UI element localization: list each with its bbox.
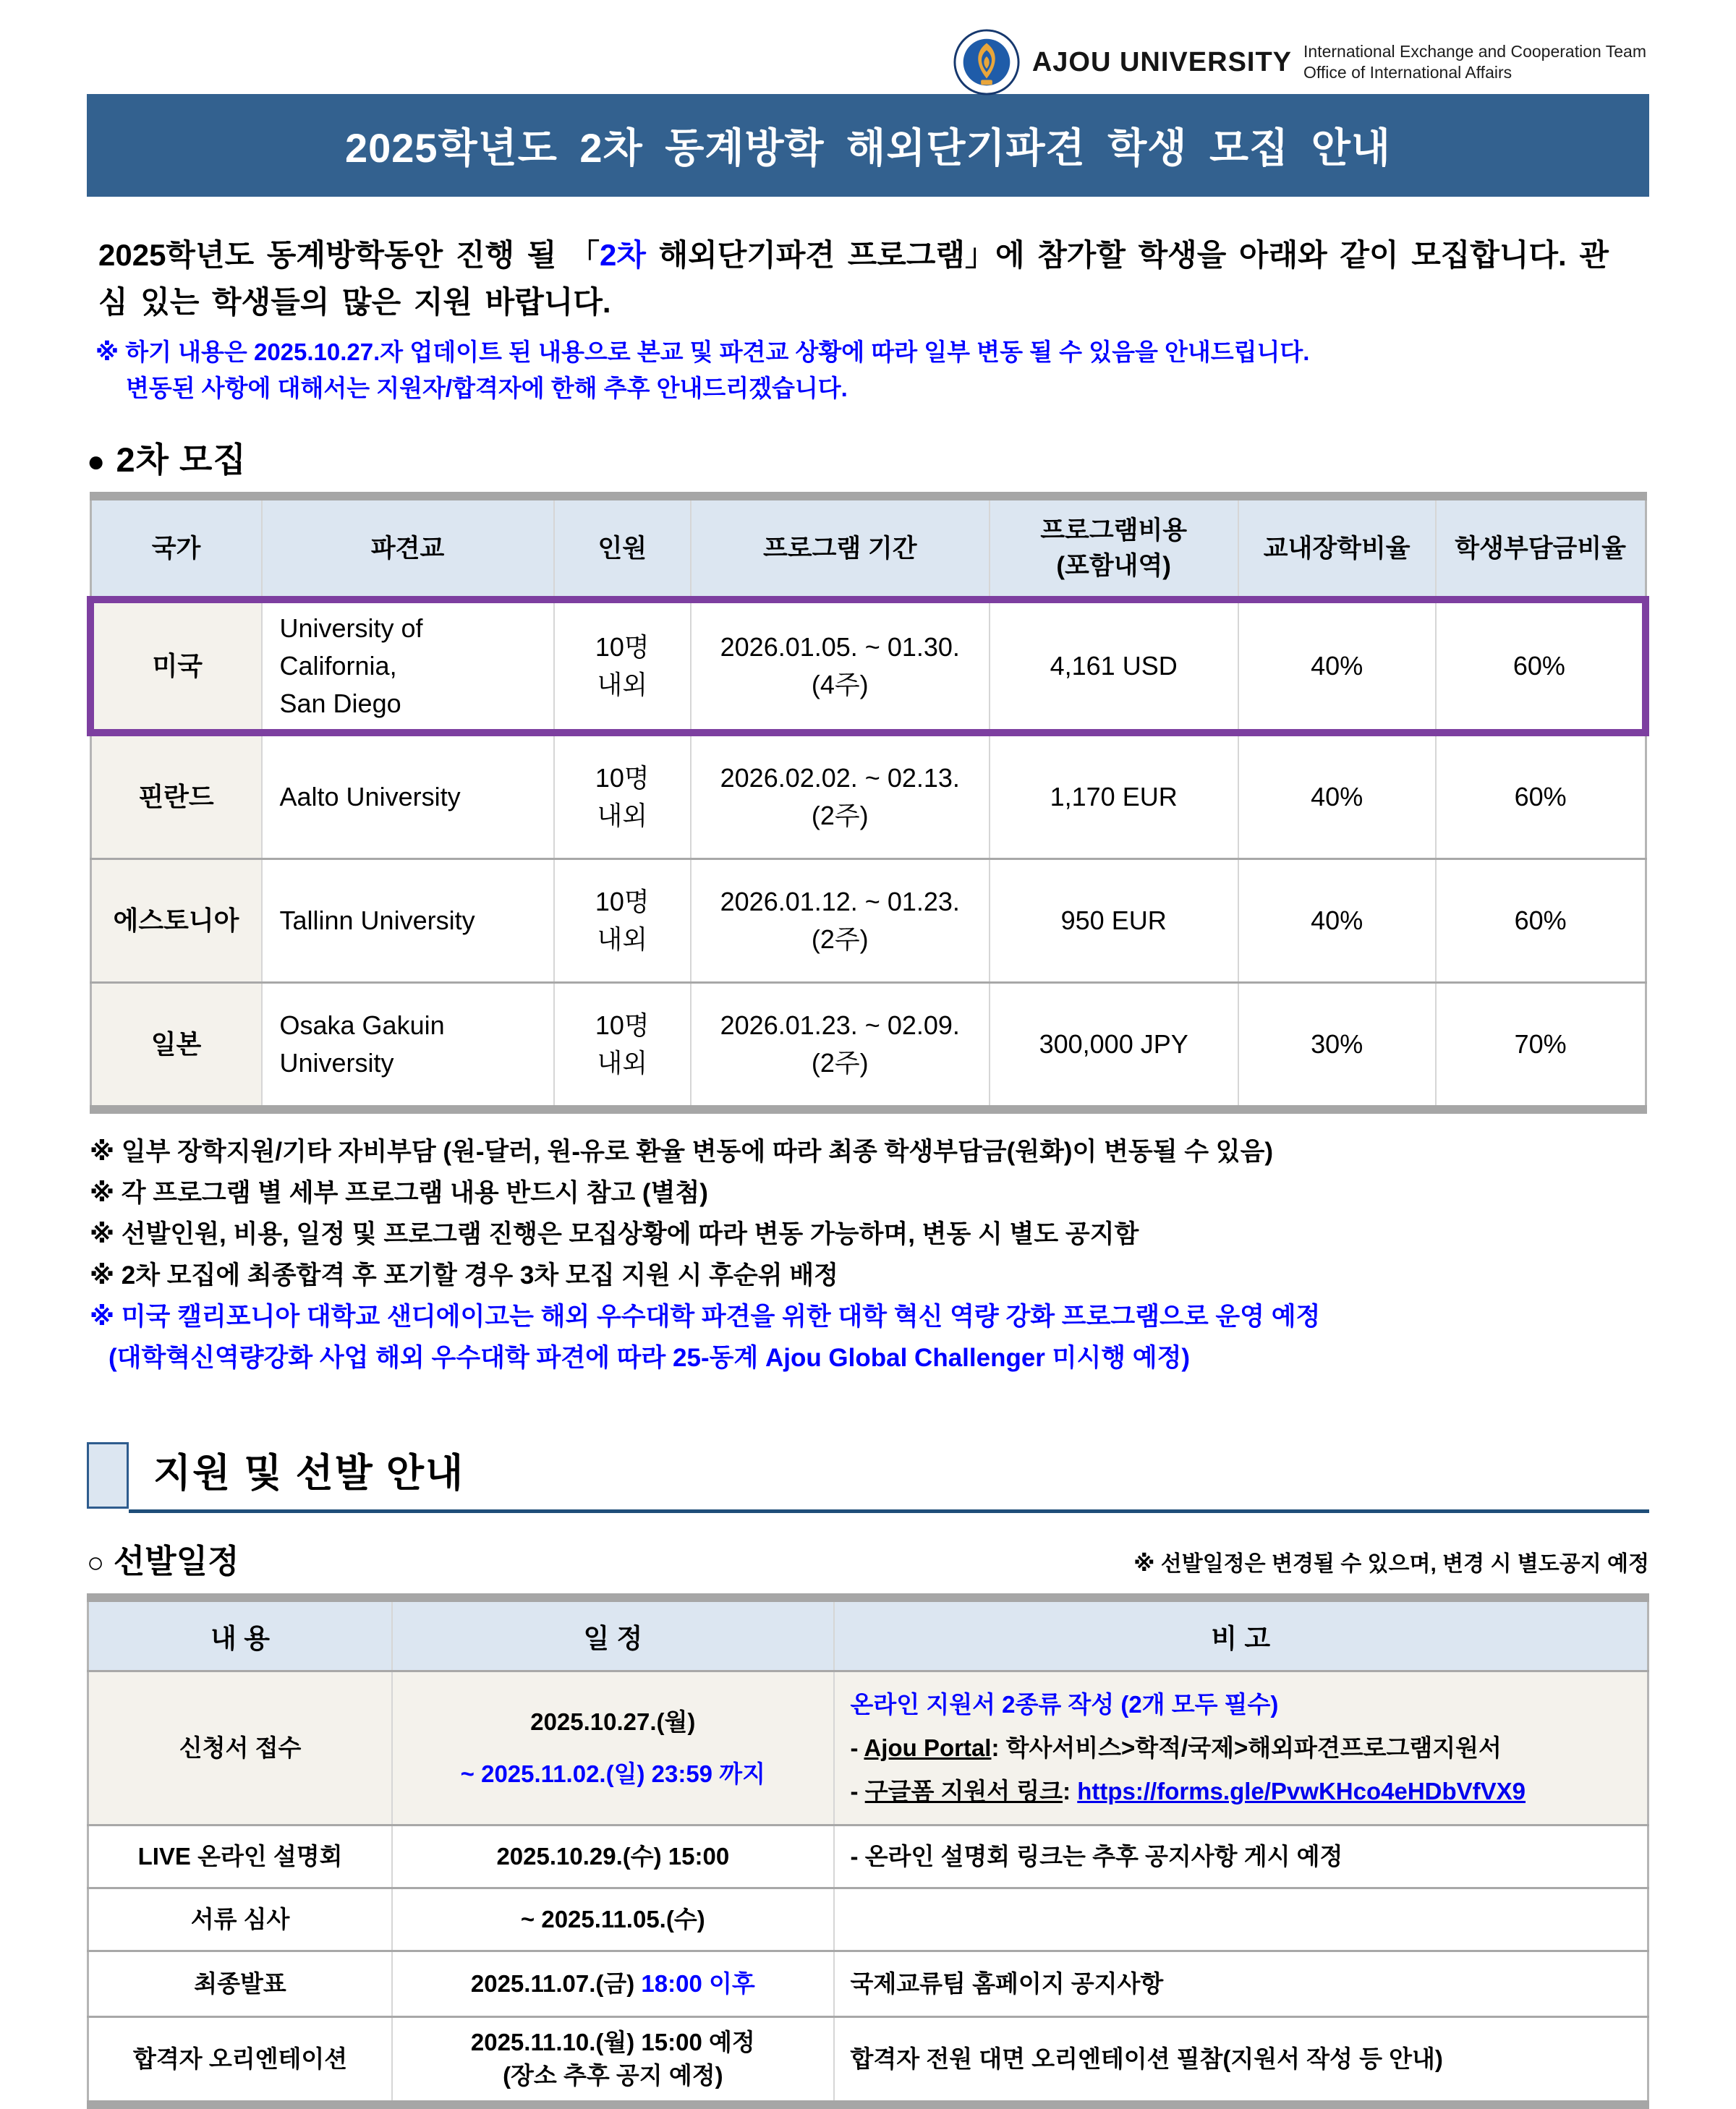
cell-period: 2026.01.12. ~ 01.23. (2주) bbox=[691, 859, 990, 983]
cell-remarks bbox=[834, 1671, 1648, 1825]
update-notice-line-2: 변동된 사항에 대해서는 지원자/합격자에 한해 추후 안내드리겠습니다. bbox=[126, 374, 848, 401]
cell-content: 최종발표 bbox=[88, 1951, 393, 2017]
cell-scholarship-rate: 30% bbox=[1238, 983, 1436, 1110]
cell-country: 미국 bbox=[90, 600, 262, 733]
table-row-estonia-tallinn bbox=[90, 859, 1646, 983]
cell-content: 합격자 오리엔테이션 bbox=[88, 2017, 393, 2105]
table-row-finland-aalto bbox=[90, 733, 1646, 859]
recruit-table bbox=[87, 492, 1649, 1114]
cell-schedule: 2025.11.07.(금) 18:00 이후 bbox=[392, 1951, 833, 2017]
cell-student-rate: 70% bbox=[1436, 983, 1646, 1110]
note-line-blue: ※ 미국 캘리포니아 대학교 샌디에이고는 해외 우수대학 파견을 위한 대학 혁신 역량 강화 프로그램으로 운영 예정 bbox=[90, 1303, 1321, 1332]
remarks-google-form: - 구글폼 지원서 링크: https://forms.gle/PvwKHco4eHDbVfVX9 bbox=[850, 1778, 1526, 1805]
note-line: ※ 2차 모집에 최종합격 후 포기할 경우 3차 모집 지원 시 후순위 배정 bbox=[90, 1261, 838, 1290]
intro-paragraph bbox=[87, 231, 1649, 325]
cell-quota: 10명 내외 bbox=[554, 983, 691, 1110]
schedule-row-live-session bbox=[88, 1825, 1648, 1888]
cell-country: 핀란드 bbox=[90, 733, 262, 859]
section-title: 지원 및 선발 안내 bbox=[129, 1442, 1649, 1513]
filled-circle-bullet-icon: ● bbox=[87, 444, 106, 479]
note-line-blue: (대학혁신역량강화 사업 해외 우수대학 파견에 따라 25-동계 Ajou Global Challenger 미시행 예정) bbox=[109, 1344, 1191, 1373]
cell-remarks bbox=[834, 1888, 1648, 1951]
cell-remarks: - 온라인 설명회 링크는 추후 공지사항 게시 예정 bbox=[834, 1825, 1648, 1888]
ajou-university-seal-icon bbox=[953, 28, 1021, 96]
cell-cost: 4,161 USD bbox=[990, 600, 1238, 733]
cell-period: 2026.01.23. ~ 02.09. (2주) bbox=[691, 983, 990, 1110]
schedule-row-application bbox=[88, 1671, 1648, 1825]
update-notice bbox=[87, 334, 1649, 406]
recruit-table-header-row bbox=[90, 496, 1646, 600]
col-country: 국가 bbox=[90, 496, 262, 600]
table-row-japan-osaka-gakuin bbox=[90, 983, 1646, 1110]
col-scholarship-rate: 교내장학비율 bbox=[1238, 496, 1436, 600]
update-notice-line-1: ※ 하기 내용은 2025.10.27.자 업데이트 된 내용으로 본교 및 파견교 상황에 따라 일부 변동 될 수 있음을 안내드립니다. bbox=[95, 338, 1310, 366]
table-row-usa-ucsd bbox=[90, 600, 1646, 733]
schedule-row-document-review bbox=[88, 1888, 1648, 1951]
col-student-rate: 학생부담금비율 bbox=[1436, 496, 1646, 600]
cell-student-rate: 60% bbox=[1436, 600, 1646, 733]
table-notes bbox=[87, 1134, 1649, 1376]
section-marker-square-icon bbox=[87, 1442, 129, 1509]
cell-cost: 1,170 EUR bbox=[990, 733, 1238, 859]
col-quota: 인원 bbox=[554, 496, 691, 600]
cell-cost: 300,000 JPY bbox=[990, 983, 1238, 1110]
cell-student-rate: 60% bbox=[1436, 859, 1646, 983]
cell-scholarship-rate: 40% bbox=[1238, 859, 1436, 983]
team-line-2: Office of International Affairs bbox=[1303, 63, 1512, 82]
team-line-1: International Exchange and Cooperation Team bbox=[1303, 41, 1646, 61]
cell-schedule: ~ 2025.11.05.(수) bbox=[392, 1888, 833, 1951]
cell-university: Aalto University bbox=[262, 733, 554, 859]
cell-quota: 10명 내외 bbox=[554, 600, 691, 733]
recruit-heading bbox=[87, 433, 1649, 482]
selection-schedule-label: 선발일정 bbox=[113, 1543, 239, 1580]
letterhead bbox=[87, 27, 1646, 97]
note-line: ※ 일부 장학지원/기타 자비부담 (원-달러, 원-유로 환율 변동에 따라 최종 학생부담금(원화)이 변동될 수 있음) bbox=[90, 1138, 1274, 1167]
cell-university: University of California, San Diego bbox=[262, 600, 554, 733]
schedule-table-header-row bbox=[88, 1598, 1648, 1671]
cell-quota: 10명 내외 bbox=[554, 859, 691, 983]
col-university: 파견교 bbox=[262, 496, 554, 600]
cell-content: LIVE 온라인 설명회 bbox=[88, 1825, 393, 1888]
col-schedule: 일 정 bbox=[392, 1598, 833, 1671]
google-form-link[interactable]: https://forms.gle/PvwKHco4eHDbVfVX9 bbox=[1077, 1778, 1526, 1805]
schedule-row-orientation bbox=[88, 2017, 1648, 2105]
cell-remarks: 합격자 전원 대면 오리엔테이션 필참(지원서 작성 등 안내) bbox=[834, 2017, 1648, 2105]
note-line: ※ 각 프로그램 별 세부 프로그램 내용 반드시 참고 (별첨) bbox=[90, 1179, 708, 1208]
cell-schedule: 2025.10.29.(수) 15:00 bbox=[392, 1825, 833, 1888]
page-title: 2025학년도 2차 동계방학 해외단기파견 학생 모집 안내 bbox=[345, 125, 1391, 171]
cell-scholarship-rate: 40% bbox=[1238, 600, 1436, 733]
cell-cost: 950 EUR bbox=[990, 859, 1238, 983]
intro-text-pre: 2025학년도 동계방학동안 진행 될 「 bbox=[98, 238, 600, 272]
selection-schedule-heading bbox=[87, 1535, 239, 1582]
section-apply bbox=[87, 1442, 1649, 1513]
cell-quota: 10명 내외 bbox=[554, 733, 691, 859]
title-banner bbox=[87, 94, 1649, 197]
cell-schedule: 2025.11.10.(월) 15:00 예정 (장소 추후 공지 예정) bbox=[392, 2017, 833, 2105]
schedule-table bbox=[87, 1593, 1649, 2109]
schedule-row-final-announcement bbox=[88, 1951, 1648, 2017]
university-name: AJOU UNIVERSITY bbox=[1031, 46, 1293, 77]
department-name bbox=[1303, 41, 1646, 84]
col-content: 내 용 bbox=[88, 1598, 393, 1671]
cell-period: 2026.01.05. ~ 01.30. (4주) bbox=[691, 600, 990, 733]
cell-university: Osaka Gakuin University bbox=[262, 983, 554, 1110]
recruit-heading-label: 2차 모집 bbox=[116, 440, 247, 480]
cell-schedule: 2025.10.27.(월) ~ 2025.11.02.(일) 23:59 까지 bbox=[392, 1671, 833, 1825]
cell-country: 일본 bbox=[90, 983, 262, 1110]
remarks-ajou-portal: - Ajou Portal: 학사서비스>학적/국제>해외파견프로그램지원서 bbox=[850, 1734, 1502, 1762]
selection-schedule-heading-row bbox=[87, 1535, 1649, 1582]
cell-period: 2026.02.02. ~ 02.13. (2주) bbox=[691, 733, 990, 859]
col-cost: 프로그램비용 (포함내역) bbox=[990, 496, 1238, 600]
selection-schedule-note: ※ 선발일정은 변경될 수 있으며, 변경 시 별도공지 예정 bbox=[1133, 1552, 1649, 1577]
note-line: ※ 선발인원, 비용, 일정 및 프로그램 진행은 모집상황에 따라 변동 가능하며, 변동 시 별도 공지함 bbox=[90, 1220, 1139, 1249]
cell-country: 에스토니아 bbox=[90, 859, 262, 983]
cell-university: Tallinn University bbox=[262, 859, 554, 983]
remarks-title: 온라인 지원서 2종류 작성 (2개 모두 필수) bbox=[850, 1690, 1279, 1718]
cell-remarks: 국제교류팀 홈페이지 공지사항 bbox=[834, 1951, 1648, 2017]
cell-content: 서류 심사 bbox=[88, 1888, 393, 1951]
col-period: 프로그램 기간 bbox=[691, 496, 990, 600]
hollow-circle-bullet-icon: ○ bbox=[87, 1547, 105, 1580]
cell-student-rate: 60% bbox=[1436, 733, 1646, 859]
cell-scholarship-rate: 40% bbox=[1238, 733, 1436, 859]
intro-highlight: 2차 bbox=[599, 238, 646, 272]
cell-content: 신청서 접수 bbox=[88, 1671, 393, 1825]
col-remarks: 비 고 bbox=[834, 1598, 1648, 1671]
intro-text-post: 해외단기파견 프로그램」에 참가할 학생을 아래와 같이 모집합니다. 관심 있는 학생들의 많은 지원 바랍니다. bbox=[98, 238, 1609, 320]
